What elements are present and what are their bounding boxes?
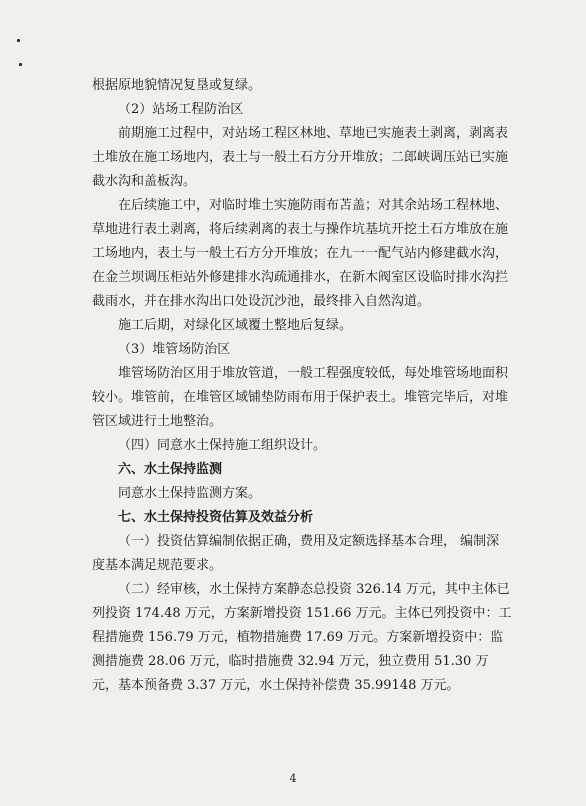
paragraph: （四）同意水土保持施工组织设计。 — [118, 438, 327, 453]
section-heading: 七、水土保持投资估算及效益分析 — [118, 510, 314, 525]
paragraph: 堆管场防治区用于堆放管道，一般工程强度较低，每处堆管场地面积较小。堆管前，在堆管区域铺垫防雨布用于保护表土。堆管完毕后，对堆管区域进行土地整治。 — [92, 366, 509, 429]
document-body — [92, 74, 512, 698]
paragraph: 根据原地貌情况复垦或复绿。 — [92, 78, 262, 93]
paragraph: 同意水土保持监测方案。 — [118, 486, 262, 501]
paragraph: 前期施工过程中，对站场工程区林地、草地已实施表土剥离，剥离表土堆放在施工场地内，表土与一般土石方分开堆放；二郎峡调压站已实施截水沟和盖板沟。 — [92, 126, 509, 189]
paragraph: （3）堆管场防治区 — [118, 342, 231, 357]
scan-speck — [19, 63, 22, 66]
paragraph: （2）站场工程防治区 — [118, 102, 244, 117]
paragraph: （二）经审核，水土保持方案静态总投资 326.14 万元，其中主体已列投资 174.48 万元，方案新增投资 151.66 万元。主体已列投资中：工程措施费 156.79 万元，植物措施费 17.69 万元。方案新增投资中：监测措施费 28.06 万元，临时措施费 32.94 万元，独立费用 51.30 万元，基本预备费 3.37 万元，水土保持补偿费 35.99148 万元。 — [92, 582, 512, 693]
section-heading: 六、水土保持监测 — [118, 462, 223, 477]
paragraph: （一）投资估算编制依据正确，费用及定额选择基本合理， 编制深度基本满足规范要求。 — [92, 534, 500, 573]
page-number: 4 — [289, 772, 297, 785]
paragraph: 在后续施工中，对临时堆土实施防雨布苫盖；对其余站场工程林地、草地进行表土剥离，将后续剥离的表土与操作坑基坑开挖土石方堆放在施工场地内，表土与一般土石方分开堆放；在九一一配气站内修建截水沟，在金兰坝调压柜站外修建排水沟疏通排水，在新木阀室区设临时排水沟拦截雨水，并在排水沟出口处设沉沙池，最终排入自然沟道。 — [92, 198, 509, 309]
scan-speck — [17, 39, 20, 42]
paragraph: 施工后期，对绿化区域覆土整地后复绿。 — [118, 318, 353, 333]
